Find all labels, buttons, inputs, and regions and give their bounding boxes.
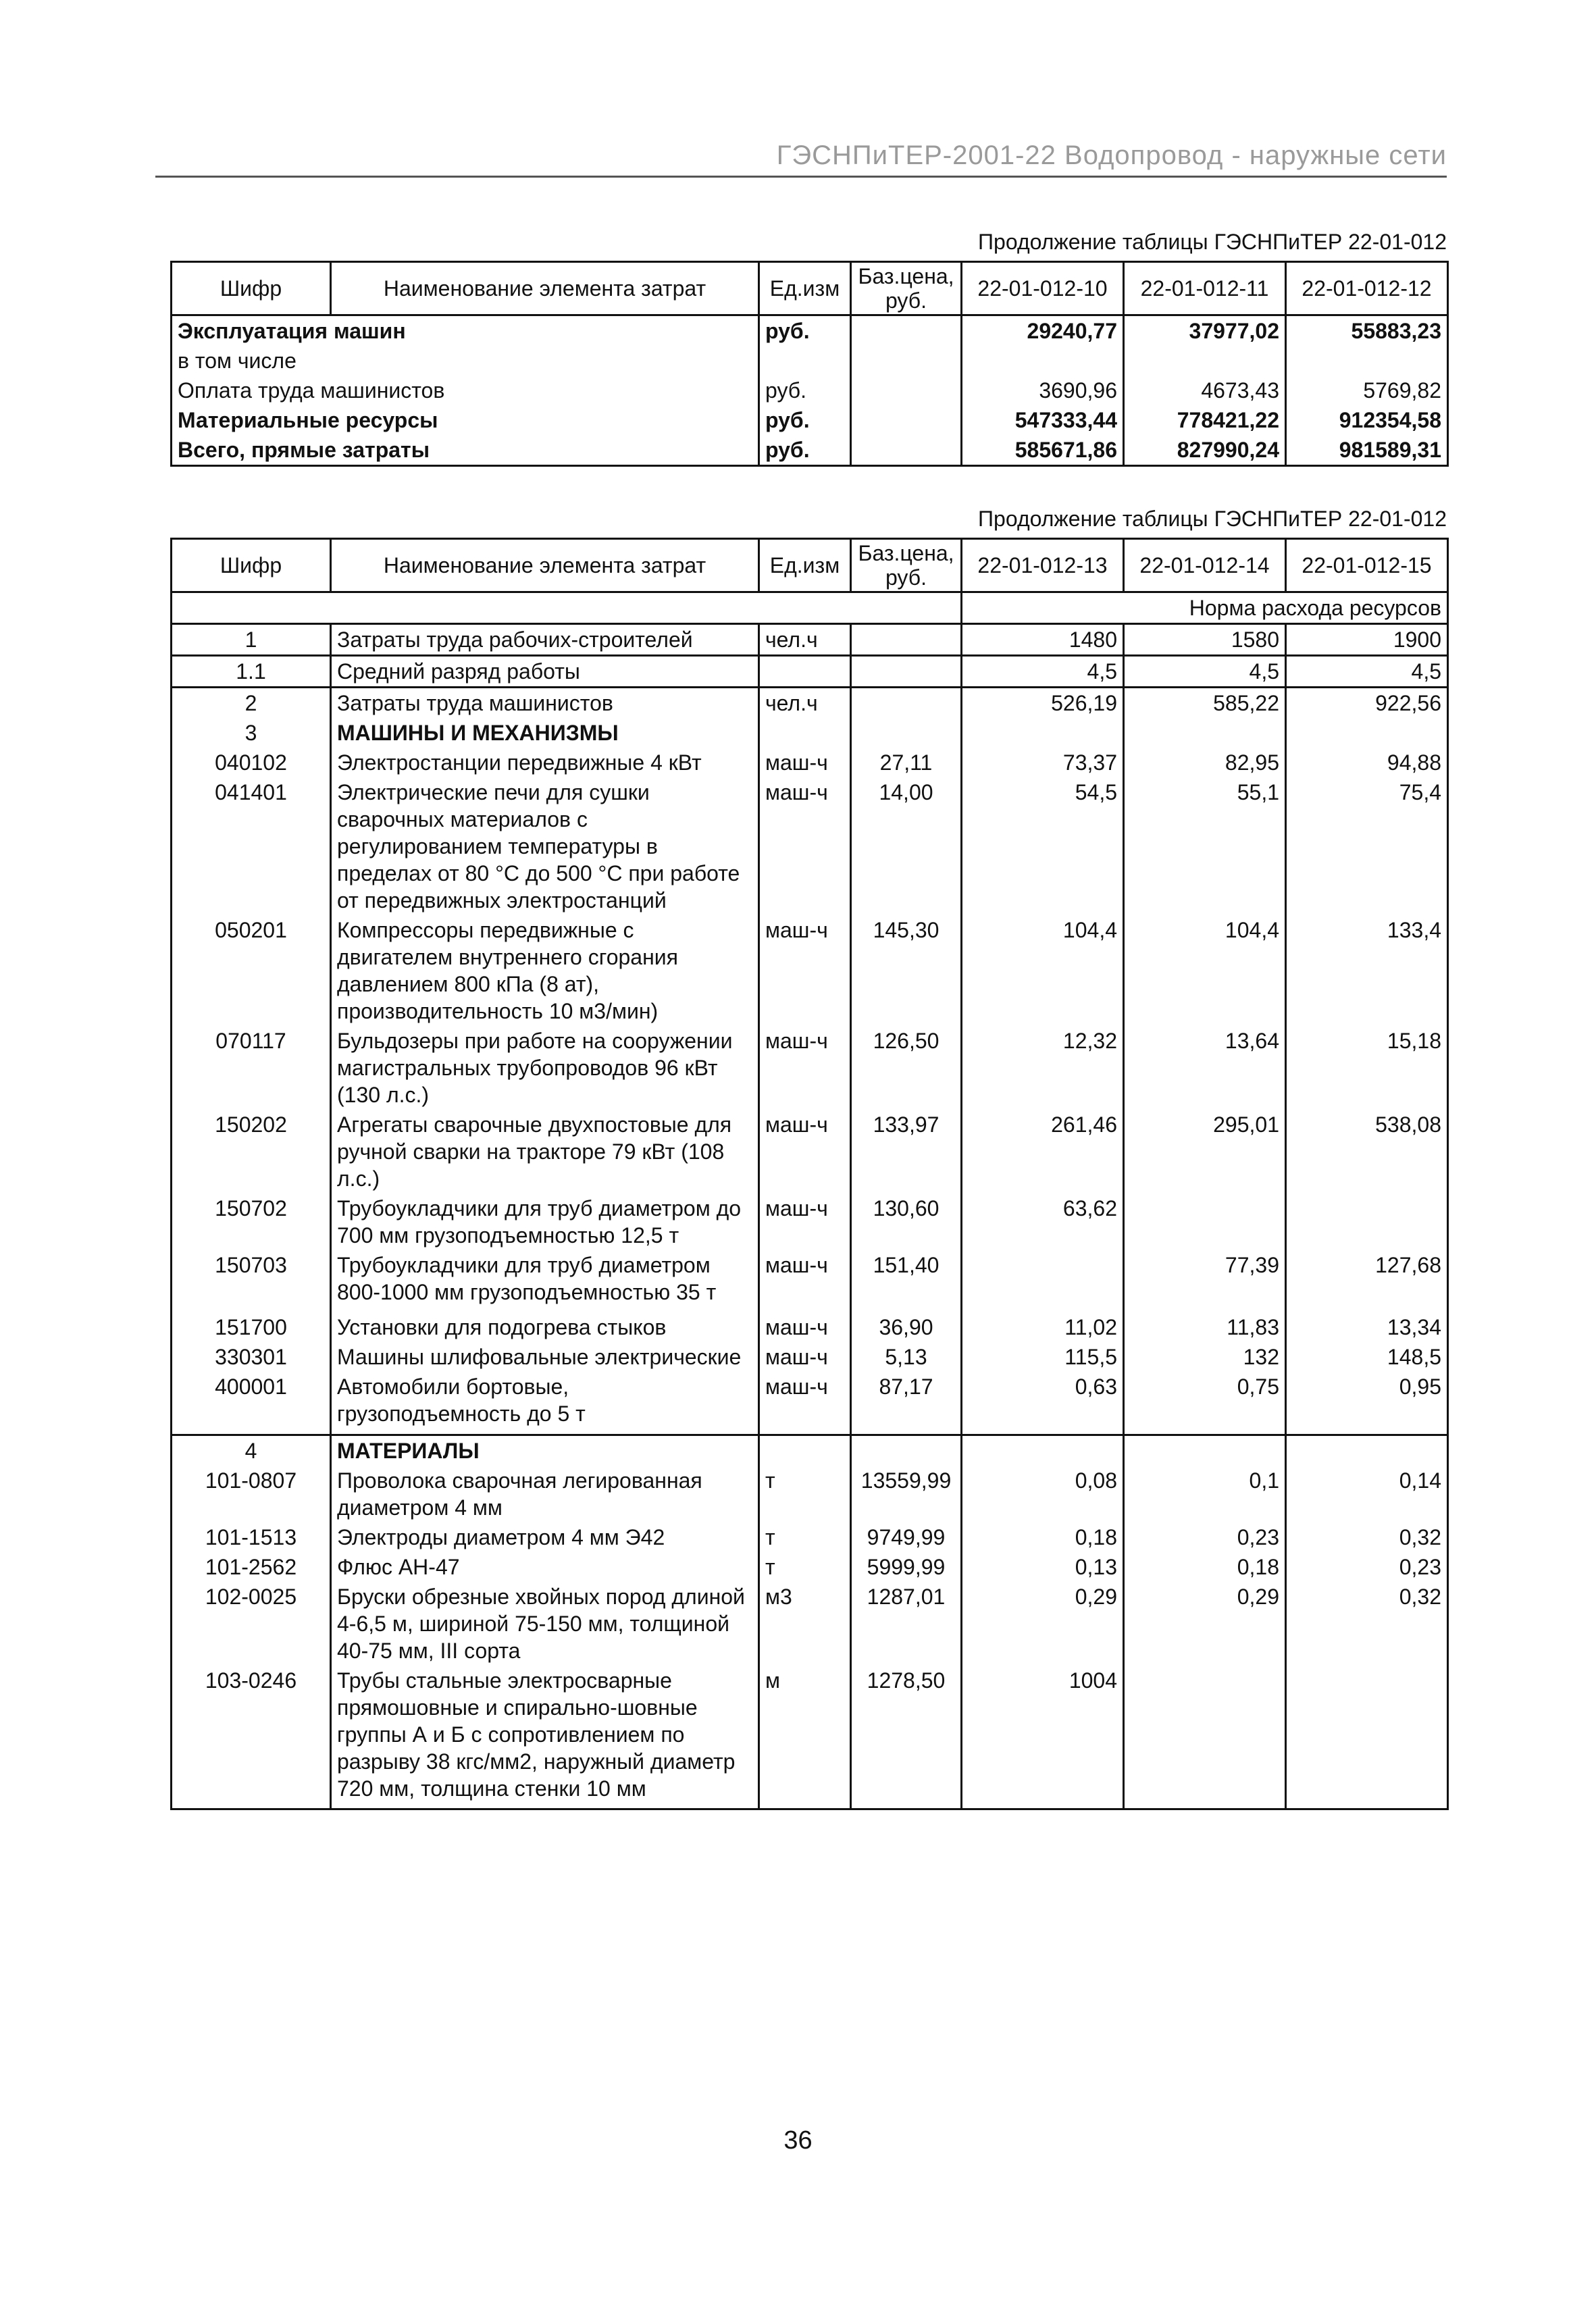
- row-value: 127,68: [1286, 1250, 1448, 1312]
- row-code: 101-2562: [172, 1552, 331, 1582]
- row-price: 5,13: [851, 1342, 962, 1372]
- row-value: [1286, 1193, 1448, 1250]
- row-code: 1.1: [172, 656, 331, 688]
- page-header: [155, 140, 1447, 181]
- row-value: 827990,24: [1124, 435, 1286, 466]
- row-code: 151700: [172, 1312, 331, 1342]
- column-header: 22-01-012-14: [1124, 539, 1286, 592]
- row-name: МАТЕРИАЛЫ: [331, 1435, 759, 1466]
- row-code: 150702: [172, 1193, 331, 1250]
- table-row: [172, 1582, 1448, 1666]
- page-number: 36: [783, 2126, 813, 2155]
- table-row: [172, 748, 1448, 777]
- row-value: [962, 718, 1124, 748]
- row-price: [851, 1435, 962, 1466]
- column-header: 22-01-012-11: [1124, 262, 1286, 315]
- row-value: 0,32: [1286, 1582, 1448, 1666]
- row-value: 778421,22: [1124, 405, 1286, 435]
- row-value: 538,08: [1286, 1110, 1448, 1193]
- code-header: Шифр: [172, 539, 331, 592]
- table-row: [172, 624, 1448, 656]
- table-row: [172, 376, 1448, 405]
- row-value: 4,5: [962, 656, 1124, 688]
- row-value: 1580: [1124, 624, 1286, 656]
- row-name: Средний разряд работы: [331, 656, 759, 688]
- row-unit: маш-ч: [759, 748, 851, 777]
- row-name: Автомобили бортовые, грузоподъемность до 5 т: [331, 1372, 759, 1435]
- row-value: [1124, 1666, 1286, 1809]
- row-name: Трубы стальные электросварные прямошовные и спирально-шовные группы А и Б с сопротивлением по разрыву 38 кгс/мм2, наружный диаметр 720 мм, толщина стенки 10 мм: [331, 1666, 759, 1809]
- code-header: Шифр: [172, 262, 331, 315]
- row-price: [851, 624, 962, 656]
- row-unit: маш-ч: [759, 1342, 851, 1372]
- row-unit: руб.: [759, 405, 851, 435]
- row-value: [1286, 1666, 1448, 1809]
- row-price: [851, 315, 962, 346]
- row-code: 041401: [172, 777, 331, 915]
- row-value: 1480: [962, 624, 1124, 656]
- row-name: Флюс АН-47: [331, 1552, 759, 1582]
- price-header: Баз.цена, руб.: [851, 262, 962, 315]
- row-code: 050201: [172, 915, 331, 1026]
- table-row: [172, 1522, 1448, 1552]
- row-code: 103-0246: [172, 1666, 331, 1809]
- page-header-title: ГЭСНПиТЕР-2001-22 Водопровод - наружные сети: [776, 140, 1447, 170]
- row-value: 13,64: [1124, 1026, 1286, 1110]
- row-code: 101-1513: [172, 1522, 331, 1552]
- table-row: [172, 346, 1448, 376]
- row-value: 0,63: [962, 1372, 1124, 1435]
- row-unit: [759, 718, 851, 748]
- row-value: 547333,44: [962, 405, 1124, 435]
- table-row: [172, 1312, 1448, 1342]
- cost-summary-table: [170, 261, 1449, 467]
- row-value: 0,29: [1124, 1582, 1286, 1666]
- row-value: 82,95: [1124, 748, 1286, 777]
- row-value: [1124, 718, 1286, 748]
- row-value: [1286, 346, 1448, 376]
- row-code: 150202: [172, 1110, 331, 1193]
- row-name: Агрегаты сварочные двухпостовые для ручной сварки на тракторе 79 кВт (108 л.с.): [331, 1110, 759, 1193]
- norm-spacer: [172, 592, 962, 624]
- row-price: [851, 435, 962, 466]
- name-header: Наименование элемента затрат: [331, 262, 759, 315]
- row-price: 151,40: [851, 1250, 962, 1312]
- row-unit: маш-ч: [759, 1250, 851, 1312]
- row-value: 3690,96: [962, 376, 1124, 405]
- row-price: 9749,99: [851, 1522, 962, 1552]
- row-value: 54,5: [962, 777, 1124, 915]
- row-price: 130,60: [851, 1193, 962, 1250]
- row-unit: т: [759, 1522, 851, 1552]
- table-row: [172, 1466, 1448, 1522]
- row-unit: маш-ч: [759, 1312, 851, 1342]
- row-value: [1124, 1193, 1286, 1250]
- row-name: Машины шлифовальные электрические: [331, 1342, 759, 1372]
- row-unit: маш-ч: [759, 1372, 851, 1435]
- table-row: [172, 1026, 1448, 1110]
- row-name: Компрессоры передвижные с двигателем внутреннего сгорания давлением 800 кПа (8 ат), производительность 10 м3/мин): [331, 915, 759, 1026]
- row-value: 104,4: [1124, 915, 1286, 1026]
- row-name: Затраты труда рабочих-строителей: [331, 624, 759, 656]
- row-value: 12,32: [962, 1026, 1124, 1110]
- row-price: 126,50: [851, 1026, 962, 1110]
- row-code: 150703: [172, 1250, 331, 1312]
- row-price: [851, 656, 962, 688]
- column-header: 22-01-012-12: [1286, 262, 1448, 315]
- header-row: [172, 262, 1448, 315]
- row-value: 1900: [1286, 624, 1448, 656]
- row-value: 295,01: [1124, 1110, 1286, 1193]
- row-name: Оплата труда машинистов: [172, 376, 759, 405]
- row-value: 5769,82: [1286, 376, 1448, 405]
- row-unit: м3: [759, 1582, 851, 1666]
- row-value: 261,46: [962, 1110, 1124, 1193]
- row-price: 145,30: [851, 915, 962, 1026]
- row-price: 1278,50: [851, 1666, 962, 1809]
- norm-label-row: [172, 592, 1448, 624]
- row-name: Электростанции передвижные 4 кВт: [331, 748, 759, 777]
- row-unit: [759, 346, 851, 376]
- unit-header: Ед.изм: [759, 262, 851, 315]
- row-value: 0,29: [962, 1582, 1124, 1666]
- row-value: 0,18: [1124, 1552, 1286, 1582]
- row-value: 11,02: [962, 1312, 1124, 1342]
- row-value: 11,83: [1124, 1312, 1286, 1342]
- row-price: 14,00: [851, 777, 962, 915]
- row-unit: [759, 656, 851, 688]
- row-unit: руб.: [759, 315, 851, 346]
- header-rule: [155, 176, 1447, 178]
- table-row: [172, 777, 1448, 915]
- row-price: 87,17: [851, 1372, 962, 1435]
- row-value: 912354,58: [1286, 405, 1448, 435]
- row-value: 4673,43: [1124, 376, 1286, 405]
- row-code: 070117: [172, 1026, 331, 1110]
- table-row: [172, 1193, 1448, 1250]
- row-value: [962, 346, 1124, 376]
- row-value: 148,5: [1286, 1342, 1448, 1372]
- header-row: [172, 539, 1448, 592]
- row-name: Эксплуатация машин: [172, 315, 759, 346]
- table-row: [172, 656, 1448, 688]
- row-value: 73,37: [962, 748, 1124, 777]
- row-code: 400001: [172, 1372, 331, 1435]
- row-code: 1: [172, 624, 331, 656]
- row-value: [1124, 346, 1286, 376]
- row-name: Установки для подогрева стыков: [331, 1312, 759, 1342]
- row-value: 0,75: [1124, 1372, 1286, 1435]
- row-value: [962, 1250, 1124, 1312]
- row-unit: т: [759, 1466, 851, 1522]
- column-header: 22-01-012-15: [1286, 539, 1448, 592]
- row-name: Проволока сварочная легированная диаметром 4 мм: [331, 1466, 759, 1522]
- row-value: 63,62: [962, 1193, 1124, 1250]
- row-name: Затраты труда машинистов: [331, 688, 759, 719]
- row-value: 133,4: [1286, 915, 1448, 1026]
- row-unit: маш-ч: [759, 1026, 851, 1110]
- row-value: 37977,02: [1124, 315, 1286, 346]
- table-row: [172, 1342, 1448, 1372]
- table-row: [172, 688, 1448, 719]
- row-unit: маш-ч: [759, 777, 851, 915]
- row-unit: м: [759, 1666, 851, 1809]
- row-value: [1286, 718, 1448, 748]
- row-value: [1286, 1435, 1448, 1466]
- row-code: 102-0025: [172, 1582, 331, 1666]
- row-value: 55883,23: [1286, 315, 1448, 346]
- table-row: [172, 315, 1448, 346]
- row-value: 77,39: [1124, 1250, 1286, 1312]
- price-header: Баз.цена, руб.: [851, 539, 962, 592]
- row-price: [851, 405, 962, 435]
- table-row: [172, 1372, 1448, 1435]
- resource-norms-table: [170, 538, 1449, 1810]
- row-value: 94,88: [1286, 748, 1448, 777]
- row-value: 585671,86: [962, 435, 1124, 466]
- row-value: [1124, 1435, 1286, 1466]
- row-price: 133,97: [851, 1110, 962, 1193]
- row-unit: [759, 1435, 851, 1466]
- row-unit: маш-ч: [759, 915, 851, 1026]
- row-price: 13559,99: [851, 1466, 962, 1522]
- row-value: 0,23: [1286, 1552, 1448, 1582]
- table-row: [172, 1666, 1448, 1809]
- row-price: [851, 346, 962, 376]
- row-value: 13,34: [1286, 1312, 1448, 1342]
- row-value: 29240,77: [962, 315, 1124, 346]
- row-value: 15,18: [1286, 1026, 1448, 1110]
- row-price: 5999,99: [851, 1552, 962, 1582]
- row-unit: руб.: [759, 435, 851, 466]
- table-row: [172, 435, 1448, 466]
- row-code: 2: [172, 688, 331, 719]
- row-value: 981589,31: [1286, 435, 1448, 466]
- row-value: 55,1: [1124, 777, 1286, 915]
- norm-label: Норма расхода ресурсов: [962, 592, 1448, 624]
- row-name: Электрические печи для сушки сварочных материалов с регулированием температуры в пределах от 80 °С до 500 °С при работе от передвижных электростанций: [331, 777, 759, 915]
- row-value: 4,5: [1124, 656, 1286, 688]
- row-value: 4,5: [1286, 656, 1448, 688]
- row-name: Материальные ресурсы: [172, 405, 759, 435]
- table-row: [172, 405, 1448, 435]
- row-value: 0,95: [1286, 1372, 1448, 1435]
- name-header: Наименование элемента затрат: [331, 539, 759, 592]
- row-price: 1287,01: [851, 1582, 962, 1666]
- row-value: 585,22: [1124, 688, 1286, 719]
- row-name: МАШИНЫ И МЕХАНИЗМЫ: [331, 718, 759, 748]
- row-value: 0,1: [1124, 1466, 1286, 1522]
- row-price: [851, 718, 962, 748]
- row-price: 36,90: [851, 1312, 962, 1342]
- row-name: Трубоукладчики для труб диаметром 800-1000 мм грузоподъемностью 35 т: [331, 1250, 759, 1312]
- row-unit: маш-ч: [759, 1193, 851, 1250]
- row-code: 040102: [172, 748, 331, 777]
- row-value: 0,23: [1124, 1522, 1286, 1552]
- table-row: [172, 1435, 1448, 1466]
- row-code: 330301: [172, 1342, 331, 1372]
- row-unit: чел.ч: [759, 624, 851, 656]
- row-value: 0,14: [1286, 1466, 1448, 1522]
- row-value: [962, 1435, 1124, 1466]
- row-value: 0,18: [962, 1522, 1124, 1552]
- row-value: 75,4: [1286, 777, 1448, 915]
- row-price: 27,11: [851, 748, 962, 777]
- row-value: 1004: [962, 1666, 1124, 1809]
- table-row: [172, 1110, 1448, 1193]
- row-value: 0,13: [962, 1552, 1124, 1582]
- row-unit: маш-ч: [759, 1110, 851, 1193]
- row-name: Трубоукладчики для труб диаметром до 700 мм грузоподъемностью 12,5 т: [331, 1193, 759, 1250]
- row-code: 4: [172, 1435, 331, 1466]
- row-name: Бульдозеры при работе на сооружении магистральных трубопроводов 96 кВт (130 л.с.): [331, 1026, 759, 1110]
- column-header: 22-01-012-10: [962, 262, 1124, 315]
- table1-caption: Продолжение таблицы ГЭСНПиТЕР 22-01-012: [978, 230, 1447, 254]
- table-row: [172, 1552, 1448, 1582]
- table-row: [172, 1250, 1448, 1312]
- unit-header: Ед.изм: [759, 539, 851, 592]
- row-unit: т: [759, 1552, 851, 1582]
- row-value: 0,32: [1286, 1522, 1448, 1552]
- row-name: Электроды диаметром 4 мм Э42: [331, 1522, 759, 1552]
- row-unit: руб.: [759, 376, 851, 405]
- row-name: Бруски обрезные хвойных пород длиной 4-6,5 м, шириной 75-150 мм, толщиной 40-75 мм, III сорта: [331, 1582, 759, 1666]
- row-value: 115,5: [962, 1342, 1124, 1372]
- row-name: Всего, прямые затраты: [172, 435, 759, 466]
- row-value: 0,08: [962, 1466, 1124, 1522]
- row-name: в том числе: [172, 346, 759, 376]
- row-code: 101-0807: [172, 1466, 331, 1522]
- row-code: 3: [172, 718, 331, 748]
- row-value: 132: [1124, 1342, 1286, 1372]
- row-value: 526,19: [962, 688, 1124, 719]
- table-row: [172, 915, 1448, 1026]
- row-price: [851, 376, 962, 405]
- table2-caption: Продолжение таблицы ГЭСНПиТЕР 22-01-012: [978, 507, 1447, 531]
- row-unit: чел.ч: [759, 688, 851, 719]
- column-header: 22-01-012-13: [962, 539, 1124, 592]
- row-value: 922,56: [1286, 688, 1448, 719]
- row-value: 104,4: [962, 915, 1124, 1026]
- table-row: [172, 718, 1448, 748]
- row-price: [851, 688, 962, 719]
